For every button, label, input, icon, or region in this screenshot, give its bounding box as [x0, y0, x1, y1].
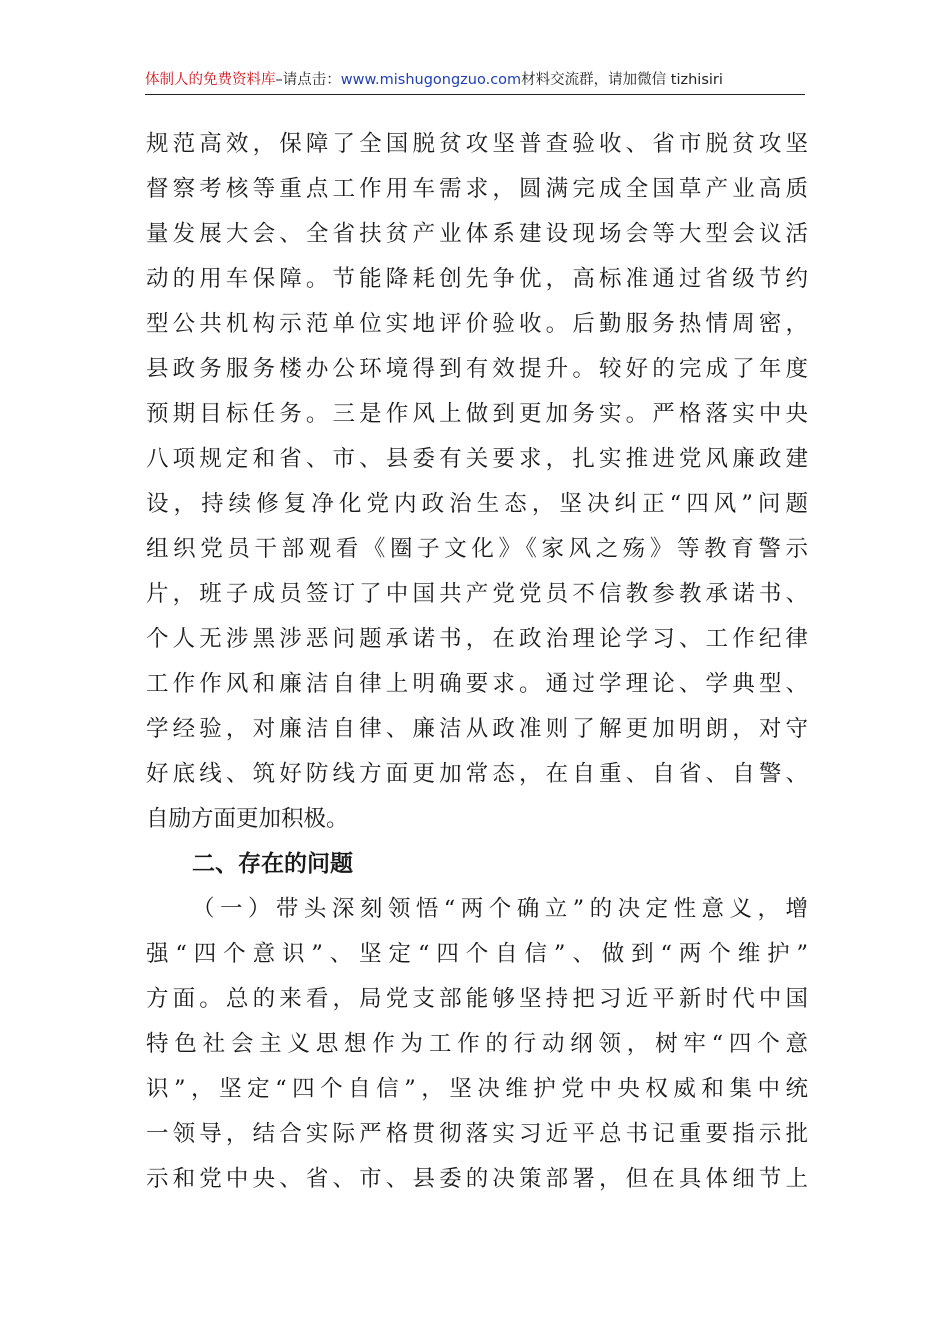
body-line: 规范高效，保障了全国脱贫攻坚普查验收、省市脱贫攻坚: [146, 131, 808, 157]
body-line: 片，班子成员签订了中国共产党党员不信教参教承诺书、: [146, 581, 808, 607]
page-header: [145, 66, 805, 95]
header-url-link[interactable]: www.mishugongzuo.com: [340, 72, 522, 88]
body-line: 量发展大会、全省扶贫产业体系建设现场会等大型会议活: [146, 221, 808, 247]
header-suffix: 材料交流群，请加微信 tizhisiri: [521, 72, 723, 88]
body-line: 工作作风和廉洁自律上明确要求。通过学理论、学典型、: [146, 671, 808, 697]
body-line: 示和党中央、省、市、县委的决策部署，但在具体细节上: [146, 1166, 808, 1192]
body-line: 强“四个意识”、坚定“四个自信”、做到“两个维护”: [146, 941, 808, 967]
body-line: 型公共机构示范单位实地评价验收。后勤服务热情周密，: [146, 311, 808, 337]
body-line: 个人无涉黑涉恶问题承诺书，在政治理论学习、工作纪律: [146, 626, 808, 652]
body-line: 八项规定和省、市、县委有关要求，扎实推进党风廉政建: [146, 446, 808, 472]
body-line: 组织党员干部观看《圈子文化》《家风之殇》等教育警示: [146, 536, 808, 562]
body-line: 动的用车保障。节能降耗创先争优，高标准通过省级节约: [146, 266, 808, 292]
document-body: [146, 122, 808, 1202]
body-line: 好底线、筑好防线方面更加常态，在自重、自省、自警、: [146, 761, 808, 787]
body-line: 设，持续修复净化党内政治生态，坚决纠正“四风”问题: [146, 491, 808, 517]
body-line: 方面。总的来看，局党支部能够坚持把习近平新时代中国: [146, 986, 808, 1012]
body-line: 特色社会主义思想作为工作的行动纲领，树牢“四个意: [146, 1031, 808, 1057]
body-line: 预期目标任务。三是作风上做到更加务实。严格落实中央: [146, 401, 808, 427]
body-line: 县政务服务楼办公环境得到有效提升。较好的完成了年度: [146, 356, 808, 382]
body-line: 学经验，对廉洁自律、廉洁从政准则了解更加明朗，对守: [146, 716, 808, 742]
header-site-name: 体制人的免费资料库: [145, 72, 276, 88]
header-click-prefix: –请点击：: [275, 72, 341, 88]
body-line: 一领导，结合实际严格贯彻落实习近平总书记重要指示批: [146, 1121, 808, 1147]
body-line: 自励方面更加积极。: [146, 806, 349, 832]
section-heading: 二、存在的问题: [192, 851, 353, 877]
body-line: （一）带头深刻领悟“两个确立”的决定性意义，增: [192, 896, 808, 922]
body-line: 督察考核等重点工作用车需求，圆满完成全国草产业高质: [146, 176, 808, 202]
body-line: 识”，坚定“四个自信”，坚决维护党中央权威和集中统: [146, 1076, 808, 1102]
